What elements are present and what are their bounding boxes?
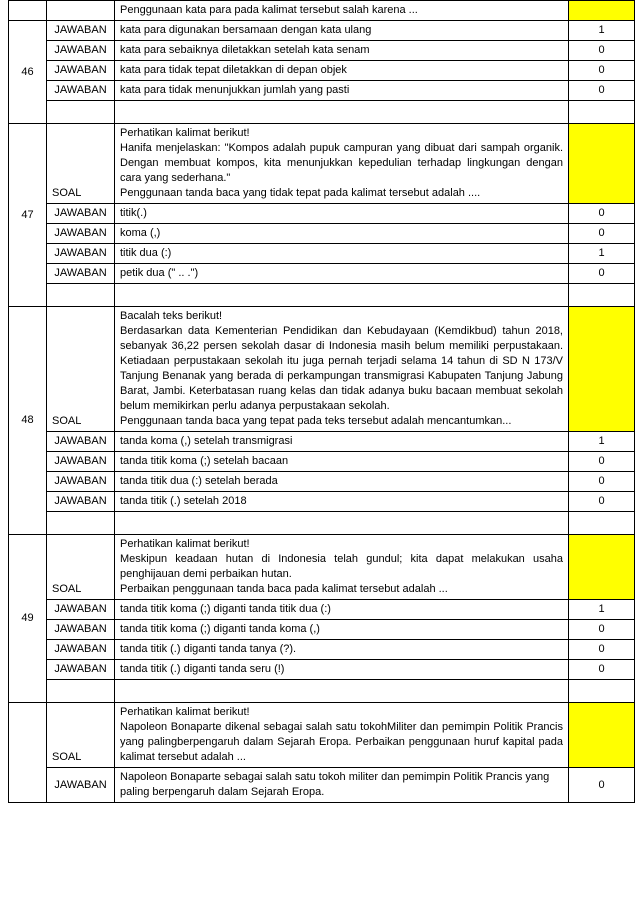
answer-text: tanda titik dua (:) setelah berada xyxy=(115,472,569,492)
question-number: 46 xyxy=(9,21,47,124)
question-table xyxy=(8,0,635,803)
empty-cell xyxy=(115,680,569,703)
answer-key: 0 xyxy=(569,204,635,224)
question-row xyxy=(9,703,635,768)
empty-cell xyxy=(569,680,635,703)
question-label: SOAL xyxy=(47,535,115,600)
answer-text: tanda koma (,) setelah transmigrasi xyxy=(115,432,569,452)
spacer-row xyxy=(9,101,635,124)
answer-row xyxy=(9,244,635,264)
question-number: 47 xyxy=(9,124,47,307)
question-line: Bacalah teks berikut! xyxy=(120,310,223,322)
empty-cell xyxy=(47,680,115,703)
answer-row xyxy=(9,492,635,512)
answer-key-highlight xyxy=(569,307,635,432)
answer-row xyxy=(9,660,635,680)
answer-key: 0 xyxy=(569,768,635,803)
question-line: Napoleon Bonaparte dikenal sebagai salah satu tokohMiliter dan pemimpin Politik Prancis yang palingberpengaruh dalam Sejarah Eropa. Perbaikan penggunaan huruf kapital pada kalimat tersebut adalah ... xyxy=(120,721,563,763)
question-text xyxy=(115,124,569,204)
answer-key: 0 xyxy=(569,264,635,284)
answer-text: Napoleon Bonaparte sebagai salah satu tokoh militer dan pemimpin Politik Prancis yang paling berpengaruh dalam Sejarah Eropa. xyxy=(115,768,569,803)
answer-row xyxy=(9,224,635,244)
question-row xyxy=(9,535,635,600)
answer-row xyxy=(9,452,635,472)
question-line: Perhatikan kalimat berikut! xyxy=(120,127,250,139)
answer-label: JAWABAN xyxy=(47,61,115,81)
answer-key: 0 xyxy=(569,620,635,640)
answer-text: tanda titik koma (;) setelah bacaan xyxy=(115,452,569,472)
answer-text: tanda titik (.) diganti tanda tanya (?). xyxy=(115,640,569,660)
question-line: Meskipun keadaan hutan di Indonesia telah gundul; kita dapat melakukan usaha penghijauan demi perbaikan hutan. xyxy=(120,553,563,580)
question-sheet xyxy=(8,0,635,803)
answer-row xyxy=(9,81,635,101)
answer-key-highlight xyxy=(569,124,635,204)
answer-row xyxy=(9,640,635,660)
answer-label: JAWABAN xyxy=(47,224,115,244)
answer-text: kata para tidak menunjukkan jumlah yang pasti xyxy=(115,81,569,101)
answer-label: JAWABAN xyxy=(47,492,115,512)
empty-cell xyxy=(47,512,115,535)
answer-label: JAWABAN xyxy=(47,264,115,284)
answer-key: 0 xyxy=(569,472,635,492)
question-label: SOAL xyxy=(47,124,115,204)
answer-key: 1 xyxy=(569,244,635,264)
empty-cell xyxy=(115,512,569,535)
question-text xyxy=(115,535,569,600)
answer-key-highlight xyxy=(569,703,635,768)
answer-key xyxy=(569,1,635,21)
answer-key: 0 xyxy=(569,224,635,244)
answer-text: titik(.) xyxy=(115,204,569,224)
answer-text: titik dua (:) xyxy=(115,244,569,264)
empty-cell xyxy=(115,284,569,307)
answer-row xyxy=(9,432,635,452)
answer-text: Penggunaan kata para pada kalimat tersebut salah karena ... xyxy=(115,1,569,21)
question-line: Perbaikan penggunaan tanda baca pada kalimat tersebut adalah ... xyxy=(120,583,448,595)
empty-cell xyxy=(569,284,635,307)
answer-label: JAWABAN xyxy=(47,21,115,41)
answer-row xyxy=(9,600,635,620)
question-number xyxy=(9,703,47,803)
answer-text: petik dua (" .. .") xyxy=(115,264,569,284)
answer-text: kata para sebaiknya diletakkan setelah kata senam xyxy=(115,41,569,61)
answer-label xyxy=(47,1,115,21)
answer-key: 0 xyxy=(569,61,635,81)
answer-label: JAWABAN xyxy=(47,472,115,492)
answer-label: JAWABAN xyxy=(47,600,115,620)
answer-row xyxy=(9,264,635,284)
answer-key: 1 xyxy=(569,21,635,41)
answer-label: JAWABAN xyxy=(47,432,115,452)
answer-key: 0 xyxy=(569,660,635,680)
spacer-row xyxy=(9,284,635,307)
question-number: 48 xyxy=(9,307,47,535)
answer-key-highlight xyxy=(569,535,635,600)
answer-text: kata para tidak tepat diletakkan di depan objek xyxy=(115,61,569,81)
answer-text: kata para digunakan bersamaan dengan kata ulang xyxy=(115,21,569,41)
answer-key: 1 xyxy=(569,432,635,452)
answer-label: JAWABAN xyxy=(47,768,115,803)
question-line: Penggunaan tanda baca yang tepat pada teks tersebut adalah mencantumkan... xyxy=(120,415,512,427)
answer-row xyxy=(9,41,635,61)
answer-text: koma (,) xyxy=(115,224,569,244)
answer-key: 0 xyxy=(569,41,635,61)
spacer-row xyxy=(9,512,635,535)
question-line: Perhatikan kalimat berikut! xyxy=(120,706,250,718)
question-label: SOAL xyxy=(47,307,115,432)
answer-label: JAWABAN xyxy=(47,452,115,472)
empty-cell xyxy=(47,101,115,124)
answer-key: 1 xyxy=(569,600,635,620)
answer-key: 0 xyxy=(569,452,635,472)
question-text xyxy=(115,307,569,432)
answer-label: JAWABAN xyxy=(47,244,115,264)
answer-text: tanda titik (.) setelah 2018 xyxy=(115,492,569,512)
answer-key: 0 xyxy=(569,81,635,101)
answer-row xyxy=(9,61,635,81)
answer-label: JAWABAN xyxy=(47,204,115,224)
question-number: 49 xyxy=(9,535,47,703)
empty-cell xyxy=(569,512,635,535)
answer-text: tanda titik (.) diganti tanda seru (!) xyxy=(115,660,569,680)
question-line: Hanifa menjelaskan: "Kompos adalah pupuk campuran yang dibuat dari sampah organik. Dengan membuat kompos, kita menunjukkan kepedulian terhadap lingkungan dengan cara yang sederhana." xyxy=(120,142,563,184)
answer-row xyxy=(9,620,635,640)
answer-label: JAWABAN xyxy=(47,620,115,640)
answer-row xyxy=(9,21,635,41)
spacer-row xyxy=(9,680,635,703)
answer-label: JAWABAN xyxy=(47,81,115,101)
empty-cell xyxy=(569,101,635,124)
question-line: Penggunaan tanda baca yang tidak tepat pada kalimat tersebut adalah .... xyxy=(120,187,481,199)
answer-label: JAWABAN xyxy=(47,640,115,660)
empty-cell xyxy=(47,284,115,307)
answer-row xyxy=(9,472,635,492)
answer-label: JAWABAN xyxy=(47,660,115,680)
question-text xyxy=(115,703,569,768)
answer-label: JAWABAN xyxy=(47,41,115,61)
answer-key: 0 xyxy=(569,492,635,512)
answer-row xyxy=(9,1,635,21)
question-label: SOAL xyxy=(47,703,115,768)
answer-text: tanda titik koma (;) diganti tanda koma (,) xyxy=(115,620,569,640)
answer-row xyxy=(9,204,635,224)
question-row xyxy=(9,307,635,432)
answer-row xyxy=(9,768,635,803)
question-number xyxy=(9,1,47,21)
question-line: Perhatikan kalimat berikut! xyxy=(120,538,250,550)
question-row xyxy=(9,124,635,204)
answer-key: 0 xyxy=(569,640,635,660)
answer-text: tanda titik koma (;) diganti tanda titik dua (:) xyxy=(115,600,569,620)
question-line: Berdasarkan data Kementerian Pendidikan dan Kebudayaan (Kemdikbud) tahun 2018, sebanyak 36,22 persen sekolah dasar di Indonesia masih belum memiliki perpustakaan. Ketiadaan perpustakaan sekolah itu juga pernah terjadi selama 14 tahun di SD N 173/V Tanjung Benanak yang berada di perkampungan transmigrasi Kabupaten Tanjung Jabung Barat, Jambi. Keterbatasan ruang kelas dan tidak adanya buku bacaan membuat sekolah belum memikirkan perlu adanya perpustakaan sekolah. xyxy=(120,325,563,412)
empty-cell xyxy=(115,101,569,124)
